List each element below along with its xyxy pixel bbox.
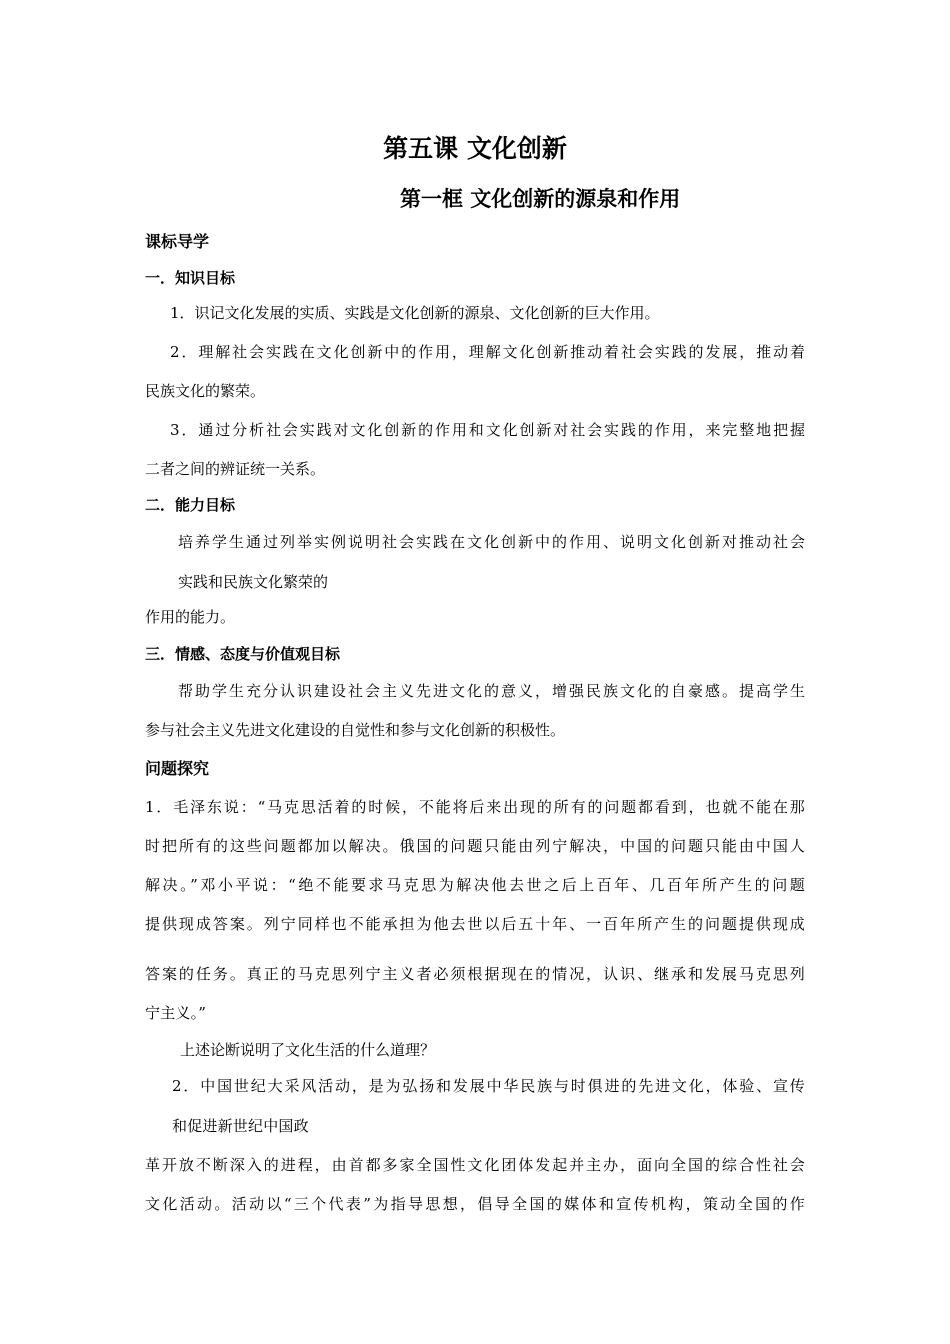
knowledge-goal-heading: 一．知识目标 [145,269,236,287]
section-inquiry-heading: 问题探究 [145,759,210,778]
knowledge-item-2-line-1: 2．理解社会实践在文化创新中的作用，理解文化创新推动着社会实践的发展，推动着 [170,343,805,361]
lesson-title: 第五课 文化创新 [383,134,567,163]
knowledge-item-3-line-2: 二者之间的辨证统一关系。 [145,460,326,478]
question-1-line-6: 宁主义。” [145,1004,207,1022]
question-1-line-4: 提供现成答案。列宁同样也不能承担为他去世以后五十年、一百年所产生的问题提供现成 [145,915,805,933]
emotion-goal-heading: 三．情感、态度与价值观目标 [145,645,341,663]
question-2-line-4: 文化活动。活动以“三个代表”为指导思想，倡导全国的媒体和宣传机构，策动全国的作 [145,1195,805,1213]
question-1-line-5: 答案的任务。真正的马克思列宁主义者必须根据现在的情况，认识、继承和发展马克思列 [145,965,805,983]
ability-line-3: 作用的能力。 [145,608,236,626]
question-2-line-3: 革开放不断深入的进程，由首都多家全国性文化团体发起并主办，面向全国的综合性社会 [145,1156,805,1174]
question-1-prompt: 上述论断说明了文化生活的什么道理？ [180,1041,436,1059]
question-2-line-1: 2．中国世纪大采风活动，是为弘扬和发展中华民族与时俱进的先进文化，体验、宣传 [172,1077,805,1095]
question-1-line-3: 解决。”邓小平说：“绝不能要求马克思为解决他去世之后上百年、几百年所产生的问题 [145,876,805,894]
ability-line-2: 实践和民族文化繁荣的 [178,573,329,591]
ability-goal-heading: 二．能力目标 [145,496,236,514]
section-subtitle: 第一框 文化创新的源泉和作用 [400,187,681,211]
emotion-line-2: 参与社会主义先进文化建设的自觉性和参与文化创新的积极性。 [145,721,566,739]
question-1-line-2: 时把所有的这些问题都加以解决。俄国的问题只能由列宁解决，中国的问题只能由中国人 [145,837,805,855]
ability-line-1: 培养学生通过列举实例说明社会实践在文化创新中的作用、说明文化创新对推动社会 [178,533,805,551]
emotion-line-1: 帮助学生充分认识建设社会主义先进文化的意义，增强民族文化的自豪感。提高学生 [178,682,805,700]
knowledge-item-1: 1．识记文化发展的实质、实践是文化创新的源泉、文化创新的巨大作用。 [170,304,660,322]
section-guide-heading: 课标导学 [145,232,210,251]
question-2-line-2: 和促进新世纪中国政 [172,1117,309,1135]
knowledge-item-2-line-2: 民族文化的繁荣。 [145,382,266,400]
knowledge-item-3-line-1: 3．通过分析社会实践对文化创新的作用和文化创新对社会实践的作用，来完整地把握 [170,421,805,439]
question-1-line-1: 1．毛泽东说：“马克思活着的时候，不能将后来出现的所有的问题都看到，也就不能在那 [145,798,805,816]
